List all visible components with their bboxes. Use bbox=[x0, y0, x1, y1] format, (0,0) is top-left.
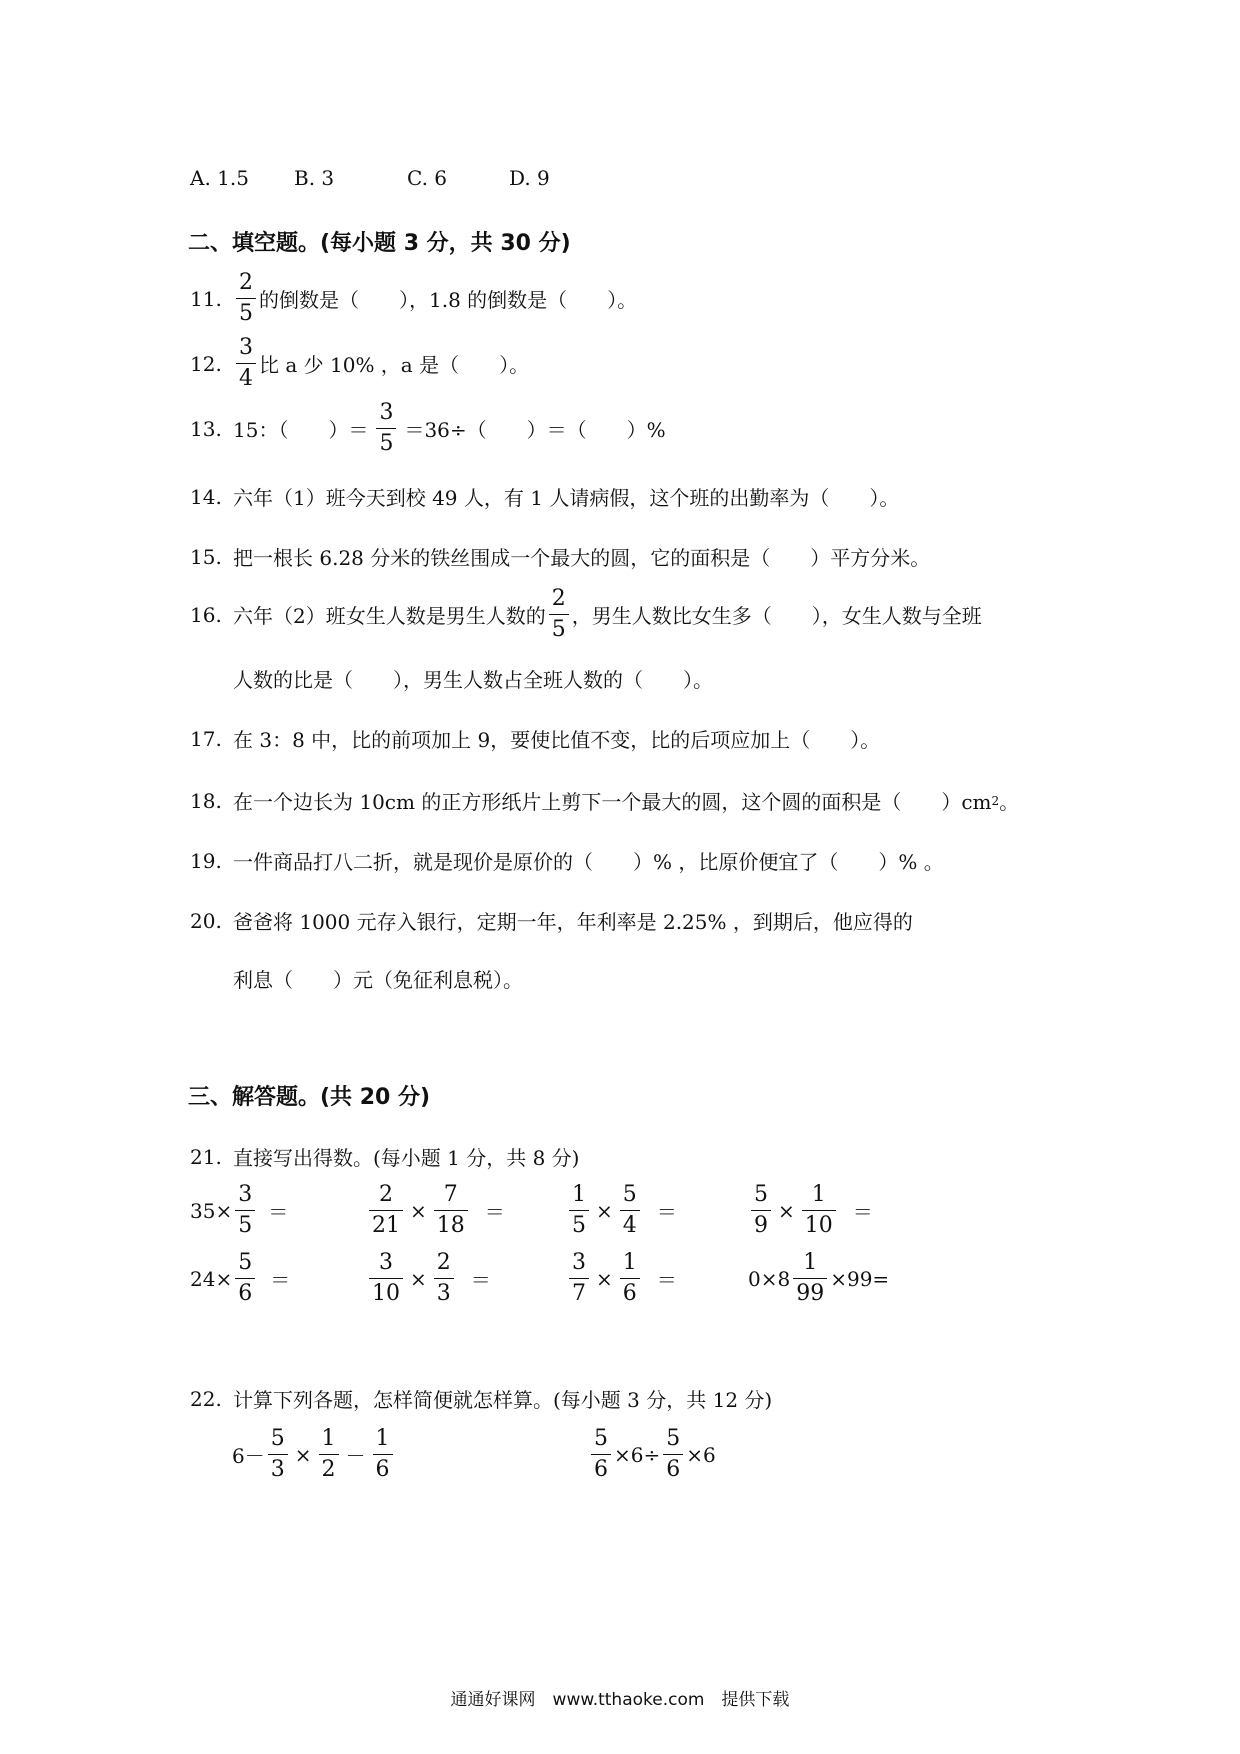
denominator: 10 bbox=[369, 1278, 403, 1305]
numerator: 1 bbox=[811, 1182, 826, 1207]
choice-a: A. 1.5 bbox=[190, 166, 249, 190]
question-number: 11. bbox=[190, 286, 222, 311]
question-text: 比 a 少 10% ，a 是（ ）。 bbox=[259, 353, 530, 377]
denominator: 6 bbox=[663, 1454, 683, 1481]
question-11 bbox=[190, 272, 637, 325]
question-21 bbox=[190, 1142, 579, 1171]
q21-expr-2 bbox=[366, 1184, 505, 1237]
choice-d: D. 9 bbox=[509, 166, 550, 190]
question-text: 在一个边长为 10cm 的正方形纸片上剪下一个最大的圆，这个圆的面积是（ ）cm bbox=[233, 790, 992, 814]
numerator: 5 bbox=[270, 1426, 285, 1451]
times-sign: × bbox=[596, 1198, 613, 1223]
question-number: 20. bbox=[190, 908, 222, 933]
denominator: 3 bbox=[434, 1278, 454, 1305]
times-sign: × bbox=[778, 1198, 795, 1223]
numerator: 2 bbox=[379, 1182, 393, 1207]
section2-title: 二、填空题。(每小题 3 分，共 30 分) bbox=[188, 231, 571, 256]
denominator: 5 bbox=[235, 1210, 255, 1237]
times-sign: × bbox=[294, 1442, 312, 1467]
question-text-pre: 15：（ ）＝ bbox=[233, 418, 369, 442]
choice-c: C. 6 bbox=[407, 166, 448, 190]
question-text: 在 3：8 中，比的前项加上 9，要使比值不变，比的后项应加上（ ）。 bbox=[233, 728, 881, 752]
q21-expr-1 bbox=[190, 1184, 288, 1237]
fraction bbox=[434, 1184, 468, 1237]
q21-expr-8 bbox=[748, 1252, 889, 1305]
expr-middle: ×6÷ bbox=[614, 1442, 661, 1467]
numerator: 1 bbox=[622, 1250, 637, 1275]
numerator: 2 bbox=[239, 270, 253, 295]
fraction bbox=[319, 1428, 339, 1481]
fraction bbox=[235, 1184, 255, 1237]
expr-prefix: 35× bbox=[190, 1198, 233, 1223]
denominator: 5 bbox=[569, 1210, 589, 1237]
question-15 bbox=[190, 542, 930, 571]
equals-sign: ＝ bbox=[656, 1200, 677, 1224]
denominator: 21 bbox=[369, 1210, 403, 1237]
superscript: 2 bbox=[991, 793, 1000, 808]
numerator: 5 bbox=[666, 1426, 681, 1451]
denominator: 5 bbox=[549, 614, 569, 641]
times-sign: × bbox=[410, 1266, 427, 1291]
fraction bbox=[268, 1428, 288, 1481]
denominator: 6 bbox=[620, 1278, 640, 1305]
expr-suffix: ×99= bbox=[830, 1266, 890, 1291]
denominator: 5 bbox=[236, 298, 256, 325]
fraction bbox=[569, 1184, 589, 1237]
question-22 bbox=[190, 1384, 772, 1413]
denominator: 9 bbox=[751, 1210, 771, 1237]
numerator: 2 bbox=[436, 1250, 451, 1275]
denominator: 6 bbox=[373, 1454, 393, 1481]
fraction bbox=[369, 1184, 403, 1237]
numerator: 1 bbox=[321, 1426, 336, 1451]
question-text-pre: 六年（2）班女生人数是男生人数的 bbox=[233, 604, 546, 628]
fraction bbox=[591, 1428, 611, 1481]
numerator: 1 bbox=[803, 1250, 818, 1275]
equals-sign: ＝ bbox=[656, 1268, 677, 1292]
question-17 bbox=[190, 724, 880, 753]
numerator: 3 bbox=[239, 335, 253, 360]
minus-sign: － bbox=[345, 1444, 366, 1468]
question-number: 22. bbox=[190, 1386, 222, 1411]
numerator: 3 bbox=[238, 1182, 253, 1207]
fraction bbox=[369, 1252, 403, 1305]
numerator: 3 bbox=[379, 400, 394, 425]
numerator: 5 bbox=[754, 1182, 768, 1207]
numerator: 7 bbox=[443, 1182, 458, 1207]
question-number: 16. bbox=[190, 602, 222, 627]
denominator: 10 bbox=[802, 1210, 836, 1237]
numerator: 5 bbox=[238, 1250, 253, 1275]
question-text-post: ＝36÷（ ）＝（ ）% bbox=[404, 418, 666, 442]
question-16 bbox=[190, 588, 982, 641]
question-number: 15. bbox=[190, 544, 222, 569]
numerator: 5 bbox=[622, 1182, 637, 1207]
denominator: 18 bbox=[434, 1210, 468, 1237]
q21-expr-7 bbox=[566, 1252, 677, 1305]
q21-expr-6 bbox=[366, 1252, 491, 1305]
equals-sign: ＝ bbox=[852, 1200, 873, 1224]
question-20-line2: 利息（ ）元（免征利息税）。 bbox=[233, 968, 523, 992]
denominator: 4 bbox=[620, 1210, 640, 1237]
denominator: 2 bbox=[319, 1454, 339, 1481]
numerator: 5 bbox=[594, 1426, 608, 1451]
denominator: 5 bbox=[376, 428, 396, 455]
fraction bbox=[373, 1428, 393, 1481]
times-sign: × bbox=[596, 1266, 613, 1291]
question-number: 12. bbox=[190, 351, 222, 376]
numerator: 1 bbox=[375, 1426, 390, 1451]
question-20 bbox=[190, 906, 913, 935]
q22-expr-2 bbox=[588, 1428, 716, 1481]
question-number: 13. bbox=[190, 416, 222, 441]
numerator: 3 bbox=[572, 1250, 586, 1275]
fraction bbox=[620, 1184, 640, 1237]
q22-expr-1 bbox=[232, 1428, 396, 1481]
numerator: 3 bbox=[379, 1250, 393, 1275]
question-12 bbox=[190, 337, 529, 390]
fraction bbox=[236, 272, 256, 325]
fraction bbox=[235, 1252, 255, 1305]
equals-sign: ＝ bbox=[470, 1268, 491, 1292]
fraction bbox=[434, 1252, 454, 1305]
footer-source: 通通好课网 www.tthaoke.com 提供下载 bbox=[450, 1690, 790, 1710]
question-text: 直接写出得数。(每小题 1 分，共 8 分) bbox=[233, 1146, 580, 1170]
question-text: 爸爸将 1000 元存入银行，定期一年，年利率是 2.25% ，到期后，他应得的 bbox=[233, 910, 913, 934]
section3-title: 三、解答题。(共 20 分) bbox=[188, 1085, 431, 1110]
question-13 bbox=[190, 402, 666, 455]
q21-expr-3 bbox=[566, 1184, 677, 1237]
denominator: 7 bbox=[569, 1278, 589, 1305]
expr-prefix: 24× bbox=[190, 1266, 233, 1291]
fraction bbox=[663, 1428, 683, 1481]
expr-suffix: ×6 bbox=[686, 1442, 716, 1467]
denominator: 4 bbox=[236, 363, 256, 390]
question-number: 21. bbox=[190, 1144, 222, 1169]
question-text: 一件商品打八二折，就是现价是原价的（ ）% ，比原价便宜了（ ）% 。 bbox=[233, 850, 944, 874]
expr-prefix: 6－ bbox=[232, 1444, 265, 1468]
equals-sign: ＝ bbox=[484, 1200, 505, 1224]
q21-expr-5 bbox=[190, 1252, 290, 1305]
question-text: 计算下列各题，怎样简便就怎样算。(每小题 3 分，共 12 分) bbox=[233, 1388, 773, 1412]
equals-sign: ＝ bbox=[270, 1268, 291, 1292]
question-text-post: ，男生人数比女生多（ ），女生人数与全班 bbox=[571, 604, 982, 628]
question-18 bbox=[190, 786, 1019, 815]
question-number: 17. bbox=[190, 726, 222, 751]
fraction bbox=[549, 588, 569, 641]
denominator: 6 bbox=[235, 1278, 255, 1305]
q10-choices bbox=[190, 166, 550, 190]
fraction bbox=[236, 337, 256, 390]
question-19 bbox=[190, 846, 944, 875]
equals-sign: ＝ bbox=[268, 1200, 289, 1224]
times-sign: × bbox=[410, 1198, 427, 1223]
question-number: 14. bbox=[190, 484, 222, 509]
question-text: 的倒数是（ ），1.8 的倒数是（ ）。 bbox=[259, 288, 638, 312]
denominator: 99 bbox=[793, 1278, 827, 1305]
fraction bbox=[751, 1184, 771, 1237]
fraction bbox=[569, 1252, 589, 1305]
question-14 bbox=[190, 482, 899, 511]
numerator: 2 bbox=[551, 586, 566, 611]
question-16-line2: 人数的比是（ ），男生人数占全班人数的（ ）。 bbox=[233, 668, 713, 692]
question-number: 19. bbox=[190, 848, 222, 873]
fraction bbox=[793, 1252, 827, 1305]
question-number: 18. bbox=[190, 788, 222, 813]
fraction bbox=[620, 1252, 640, 1305]
question-text: 六年（1）班今天到校 49 人，有 1 人请病假，这个班的出勤率为（ ）。 bbox=[233, 486, 900, 510]
q21-expr-4 bbox=[748, 1184, 873, 1237]
question-text: 把一根长 6.28 分米的铁丝围成一个最大的圆，它的面积是（ ）平方分米。 bbox=[233, 546, 931, 570]
numerator: 1 bbox=[572, 1182, 586, 1207]
question-text-end: 。 bbox=[999, 790, 1020, 814]
fraction bbox=[802, 1184, 836, 1237]
fraction bbox=[376, 402, 396, 455]
denominator: 6 bbox=[591, 1454, 611, 1481]
denominator: 3 bbox=[268, 1454, 288, 1481]
choice-b: B. 3 bbox=[294, 166, 335, 190]
expr-prefix: 0×8 bbox=[748, 1266, 791, 1291]
